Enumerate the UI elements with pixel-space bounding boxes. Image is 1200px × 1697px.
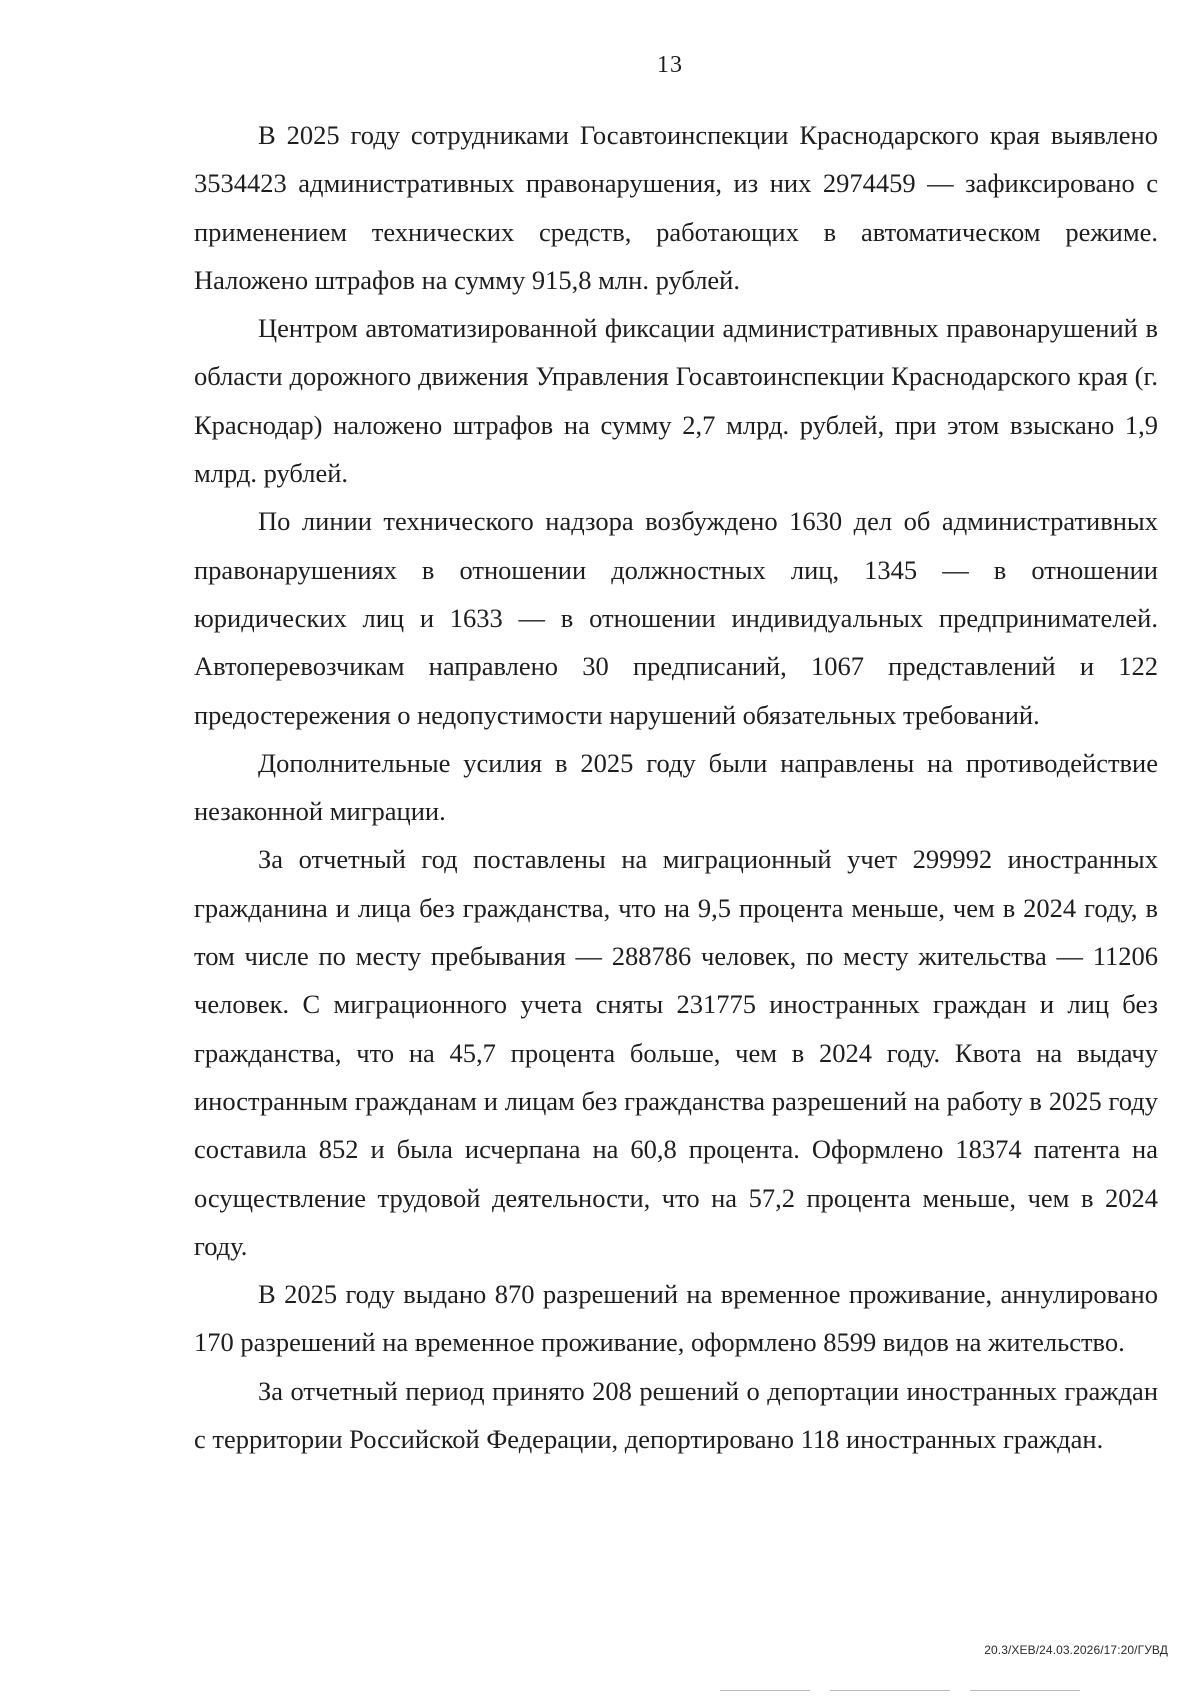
scan-artifact — [720, 1690, 810, 1691]
scan-artifact — [830, 1690, 950, 1691]
paragraph-traffic-violations: В 2025 году сотрудниками Госавтоинспекции Краснодарского края выявлено 3534423 административных правонарушения, из них 2974459 — зафиксировано с применением технических средств, работающих в автоматическом режиме. Наложено штрафов на сумму 915,8 млн. рублей. — [194, 120, 1158, 295]
document-body — [194, 111, 1158, 1463]
paragraph-automated-fixation-center: Центром автоматизированной фиксации административных правонарушений в области дорожного движения Управления Госавтоинспекции Краснодарского края (г. Краснодар) наложено штрафов на сумму 2,7 млрд. рублей, при этом взыскано 1,9 млрд. рублей. — [194, 313, 1158, 489]
scan-artifact — [970, 1690, 1080, 1691]
page-number: 13 — [657, 52, 683, 78]
paragraph-technical-supervision: По линии технического надзора возбуждено 1630 дел об административных правонарушениях в отношении должностных лиц, 1345 — в отношении юридических лиц и 1633 — в отношении индивидуальных предпринимателей. Автоперевозчикам направлено 30 предписаний, 1067 представлений и 122 предостережения о недопустимости нарушений обязательных требований. — [194, 506, 1158, 730]
paragraph-residence-permits: В 2025 году выдано 870 разрешений на временное проживание, аннулировано 170 разрешений на временное проживание, оформлено 8599 видов на жительство. — [194, 1279, 1158, 1358]
paragraph-migration-registration: За отчетный год поставлены на миграционный учет 299992 иностранных гражданина и лица без гражданства, что на 9,5 процента меньше, чем в 2024 году, в том числе по месту пребывания — 288786 человек, по месту жительства — 11206 человек. С миграционного учета сняты 231775 иностранных граждан и лиц без гражданства, что на 45,7 процента больше, чем в 2024 году. Квота на выдачу иностранным гражданам и лицам без гражданства разрешений на работу в 2025 году составила 852 и была исчерпана на 60,8 процента. Оформлено 18374 патента на осуществление трудовой деятельности, что на 57,2 процента меньше, чем в 2024 году. — [194, 844, 1158, 1261]
document-registration-stamp: 20.3/ХЕВ/24.03.2026/17:20/ГУВД — [984, 1643, 1168, 1657]
paragraph-illegal-migration: Дополнительные усилия в 2025 году были направлены на противодействие незаконной миграции. — [194, 747, 1158, 827]
paragraph-deportation: За отчетный период принято 208 решений о депортации иностранных граждан с территории Российской Федерации, депортировано 118 иностранных граждан. — [194, 1375, 1158, 1455]
